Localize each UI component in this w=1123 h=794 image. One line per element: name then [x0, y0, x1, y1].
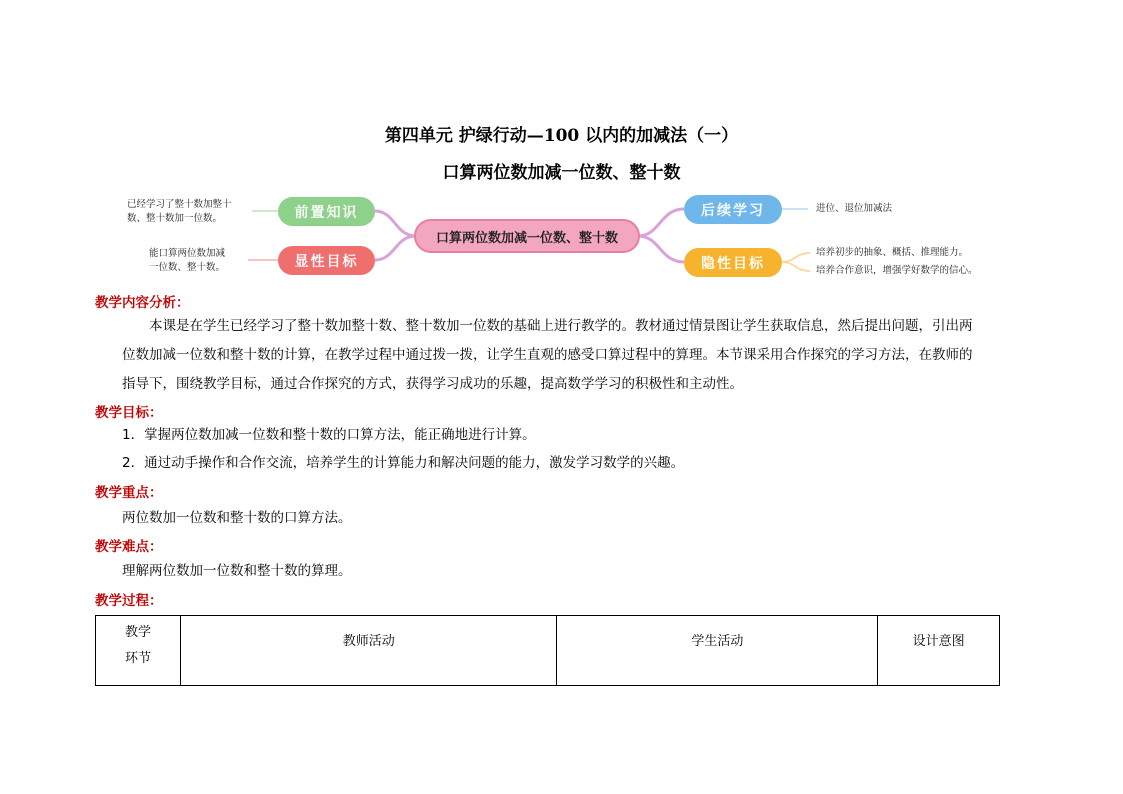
key-point-text: 两位数加一位数和整十数的口算方法。: [122, 510, 352, 526]
branch-prior: [375, 211, 416, 236]
heading-process: 教学过程：: [95, 593, 163, 609]
connector-implicit-2: [782, 262, 810, 271]
mind-map-center: 口算两位数加减一位数、整十数: [414, 219, 640, 253]
branch-follow: [638, 209, 684, 236]
node-explicit-goal: 显性目标: [278, 246, 375, 275]
branch-implicit: [638, 236, 684, 262]
objective-2: 2．通过动手操作和合作交流，培养学生的计算能力和解决问题的能力，激发学习数学的兴趣。: [122, 455, 685, 471]
note-implicit-goal-2: 培养合作意识，增强学好数学的信心。: [816, 265, 978, 276]
process-table: [95, 615, 1000, 686]
note-explicit-line2: 一位数、整十数。: [149, 262, 226, 273]
col-stage-line2: 环节: [125, 651, 152, 666]
note-follow-up: 进位、退位加减法: [816, 203, 893, 214]
col-stage-line1: 教学: [125, 625, 152, 640]
difficulty-text: 理解两位数加一位数和整十数的算理。: [122, 563, 352, 579]
mind-map: [0, 185, 1123, 285]
note-implicit-goal-1: 培养初步的抽象、概括、推理能力。: [816, 247, 969, 258]
heading-difficulty: 教学难点：: [95, 539, 163, 555]
col-student-activity: 学生活动: [557, 616, 878, 686]
analysis-line-2: 位数加减一位数和整十数的计算，在教学过程中通过拨一拨，让学生直观的感受口算过程中的算理。本节课采用合作探究的学习方法，在教师的: [122, 347, 973, 363]
node-implicit-goal: 隐性目标: [684, 248, 782, 277]
col-teacher-activity: 教师活动: [181, 616, 557, 686]
node-follow-up: 后续学习: [684, 195, 782, 224]
heading-key-point: 教学重点：: [95, 485, 163, 501]
note-explicit-goal: [149, 247, 225, 275]
objective-1: 1．掌握两位数加减一位数和整十数的口算方法，能正确地进行计算。: [122, 427, 536, 443]
table-header-row: [96, 616, 1000, 686]
note-explicit-line1: 能口算两位数加减: [149, 248, 226, 259]
note-prior-line1: 已经学习了整十数加整十: [127, 199, 232, 210]
heading-objectives: 教学目标：: [95, 405, 163, 421]
heading-content-analysis: 教学内容分析：: [95, 295, 190, 311]
page-subtitle: 口算两位数加减一位数、整十数: [442, 163, 681, 183]
connector-implicit-1: [782, 253, 810, 262]
col-design-intent: 设计意图: [878, 616, 1000, 686]
page-title: 第四单元 护绿行动—100 以内的加减法（一）: [384, 126, 739, 146]
analysis-line-1: 本课是在学生已经学习了整十数加整十数、整十数加一位数的基础上进行教学的。教材通过情景图让学生获取信息，然后提出问题，引出两: [149, 318, 973, 334]
analysis-line-3: 指导下，围绕教学目标，通过合作探究的方式，获得学习成功的乐趣，提高数学学习的积极性和主动性。: [122, 376, 743, 392]
note-prior-line2: 数、整十数加一位数。: [127, 213, 223, 224]
col-stage: [96, 616, 181, 686]
note-prior-knowledge: [127, 198, 232, 226]
node-prior-knowledge: 前置知识: [278, 197, 375, 226]
branch-explicit: [375, 236, 416, 260]
